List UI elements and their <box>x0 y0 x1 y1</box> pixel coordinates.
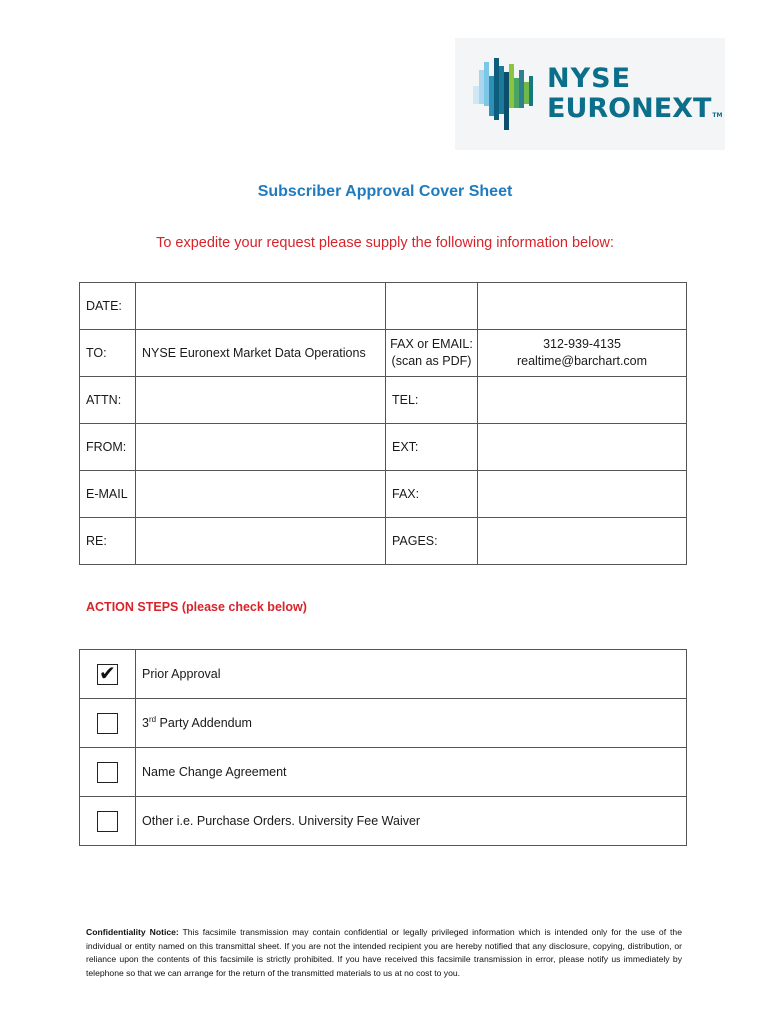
checkmark-icon: ✔ <box>99 660 116 685</box>
table-row <box>80 650 687 699</box>
table-row <box>80 797 687 846</box>
from-field[interactable] <box>136 424 386 471</box>
other-checkbox[interactable] <box>97 811 118 832</box>
table-row <box>80 518 687 565</box>
action-steps-table <box>79 649 687 846</box>
logo-line-euronext: EURONEXTTM <box>547 93 723 124</box>
fax-email-label: FAX or EMAIL: (scan as PDF) <box>386 330 478 377</box>
table-row <box>80 330 687 377</box>
logo-wordmark <box>547 64 722 131</box>
table-row <box>80 699 687 748</box>
pages-field[interactable] <box>478 518 687 565</box>
fax-email-value: 312-939-4135 realtime@barchart.com <box>478 330 687 377</box>
re-field[interactable] <box>136 518 386 565</box>
third-party-addendum-label: 3rd Party Addendum <box>136 699 687 748</box>
table-row <box>80 748 687 797</box>
name-change-agreement-checkbox[interactable] <box>97 762 118 783</box>
name-change-agreement-label: Name Change Agreement <box>136 748 687 797</box>
table-row <box>80 424 687 471</box>
prior-approval-label: Prior Approval <box>136 650 687 699</box>
blank-label <box>386 283 478 330</box>
fax-field[interactable] <box>478 471 687 518</box>
checkbox-cell <box>80 797 136 846</box>
checkbox-cell <box>80 650 136 699</box>
tel-field[interactable] <box>478 377 687 424</box>
checkbox-cell <box>80 748 136 797</box>
trademark: TM <box>712 112 723 119</box>
checkbox-cell <box>80 699 136 748</box>
to-value: NYSE Euronext Market Data Operations <box>136 330 386 377</box>
date-label: DATE: <box>80 283 136 330</box>
from-label: FROM: <box>80 424 136 471</box>
action-steps-title: ACTION STEPS (please check below) <box>86 600 307 614</box>
third-party-addendum-checkbox[interactable] <box>97 713 118 734</box>
ext-field[interactable] <box>478 424 687 471</box>
other-label: Other i.e. Purchase Orders. University Fee Waiver <box>136 797 687 846</box>
attn-field[interactable] <box>136 377 386 424</box>
page-title: Subscriber Approval Cover Sheet <box>257 183 513 200</box>
to-label: TO: <box>80 330 136 377</box>
date-field[interactable] <box>136 283 386 330</box>
fax-label: FAX: <box>386 471 478 518</box>
nyse-euronext-logo-icon <box>473 56 539 132</box>
re-label: RE: <box>80 518 136 565</box>
page-subtitle: To expedite your request please supply the following information below: <box>156 235 614 251</box>
notice-body: This facsimile transmission may contain confidential or legally privileged information which is intended only for the use of the individual or entity named on this transmittal sheet. If you are not the intended recipient you are hereby notified that any disclosure, copying, distribution, or reliance upon the contents of this facsimile is strictly prohibited. If you have received this facsimile transmission in error, please notify us immediately by telephone so that we can arrange for the return of the transmitted materials to us at no cost to you. <box>86 927 682 978</box>
email-field[interactable] <box>136 471 386 518</box>
email-label: E-MAIL <box>80 471 136 518</box>
pages-label: PAGES: <box>386 518 478 565</box>
ext-label: EXT: <box>386 424 478 471</box>
blank-field[interactable] <box>478 283 687 330</box>
info-table <box>79 282 687 565</box>
logo-line-nyse: NYSE <box>547 63 632 94</box>
prior-approval-checkbox[interactable] <box>97 660 118 685</box>
tel-label: TEL: <box>386 377 478 424</box>
table-row <box>80 283 687 330</box>
confidentiality-notice <box>86 926 682 980</box>
notice-heading: Confidentiality Notice: <box>86 927 179 937</box>
logo <box>455 38 725 150</box>
table-row <box>80 377 687 424</box>
attn-label: ATTN: <box>80 377 136 424</box>
table-row <box>80 471 687 518</box>
